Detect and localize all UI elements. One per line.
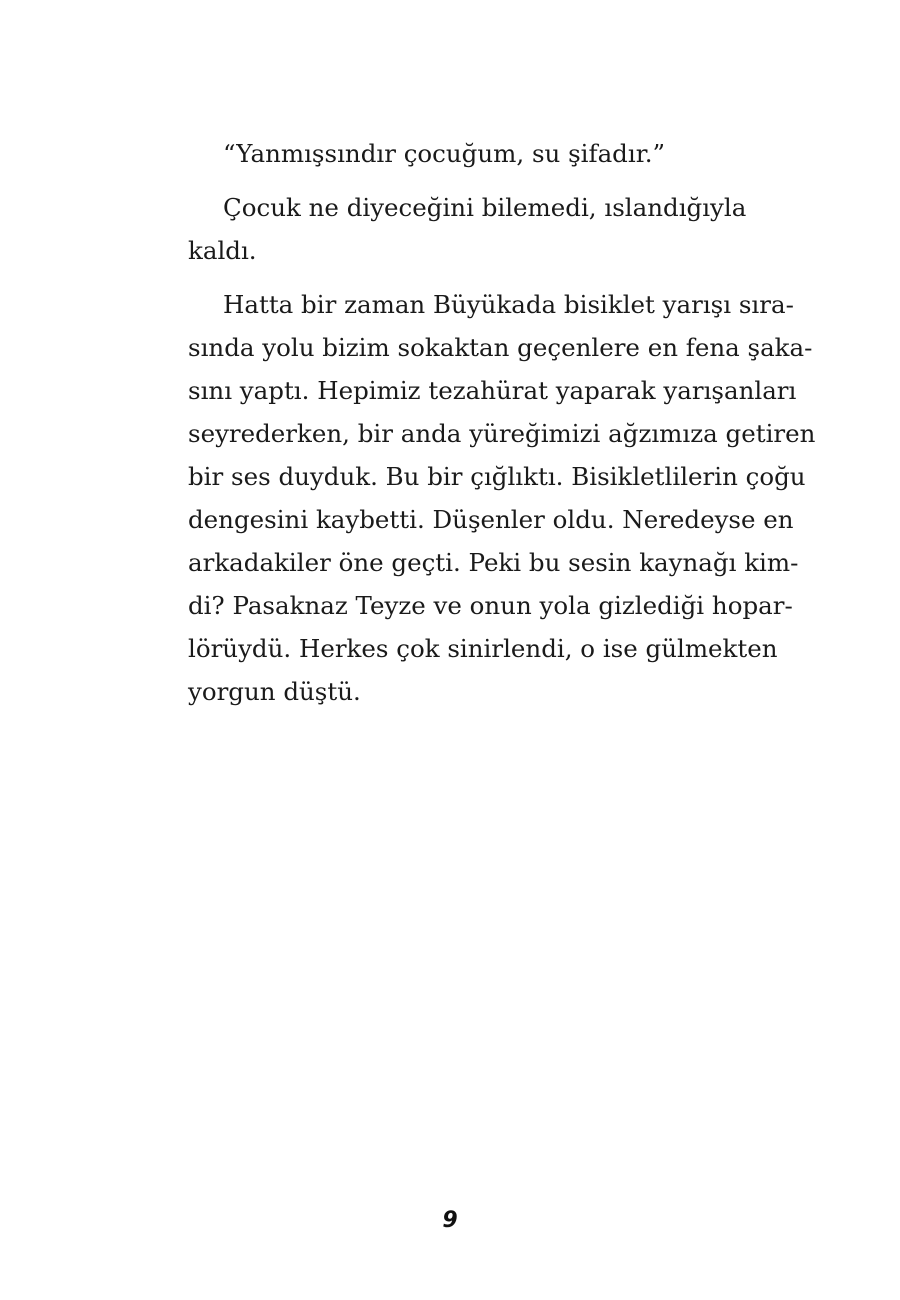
paragraph-2: [188, 186, 747, 272]
page-number: 9: [442, 1208, 458, 1233]
text-line: yorgun düştü.: [188, 677, 361, 706]
text-line: dengesini kaybetti. Düşenler oldu. Neredeyse en: [188, 505, 794, 534]
text-line: kaldı.: [188, 236, 257, 265]
text-line: seyrederken, bir anda yüreğimizi ağzımıza getiren: [188, 419, 816, 448]
paragraph-3: [188, 283, 816, 713]
text-line: arkadakiler öne geçti. Peki bu sesin kaynağı kim-: [188, 548, 799, 577]
text-line: Çocuk ne diyeceğini bilemedi, ıslandığıyla: [223, 193, 747, 222]
text-line: sını yaptı. Hepimiz tezahürat yaparak yarışanları: [188, 376, 797, 405]
text-line: “Yanmışsındır çocuğum, su şifadır.”: [223, 139, 666, 168]
text-line: bir ses duyduk. Bu bir çığlıktı. Bisikletlilerin çoğu: [188, 462, 806, 491]
body-text: [188, 132, 816, 713]
text-line: lörüydü. Herkes çok sinirlendi, o ise gülmekten: [188, 634, 778, 663]
paragraph-1: [188, 132, 736, 175]
text-line: Hatta bir zaman Büyükada bisiklet yarışı sıra-: [223, 290, 794, 319]
text-line: di? Pasaknaz Teyze ve onun yola gizlediği hopar-: [188, 591, 793, 620]
text-line: sında yolu bizim sokaktan geçenlere en fena şaka-: [188, 333, 813, 362]
